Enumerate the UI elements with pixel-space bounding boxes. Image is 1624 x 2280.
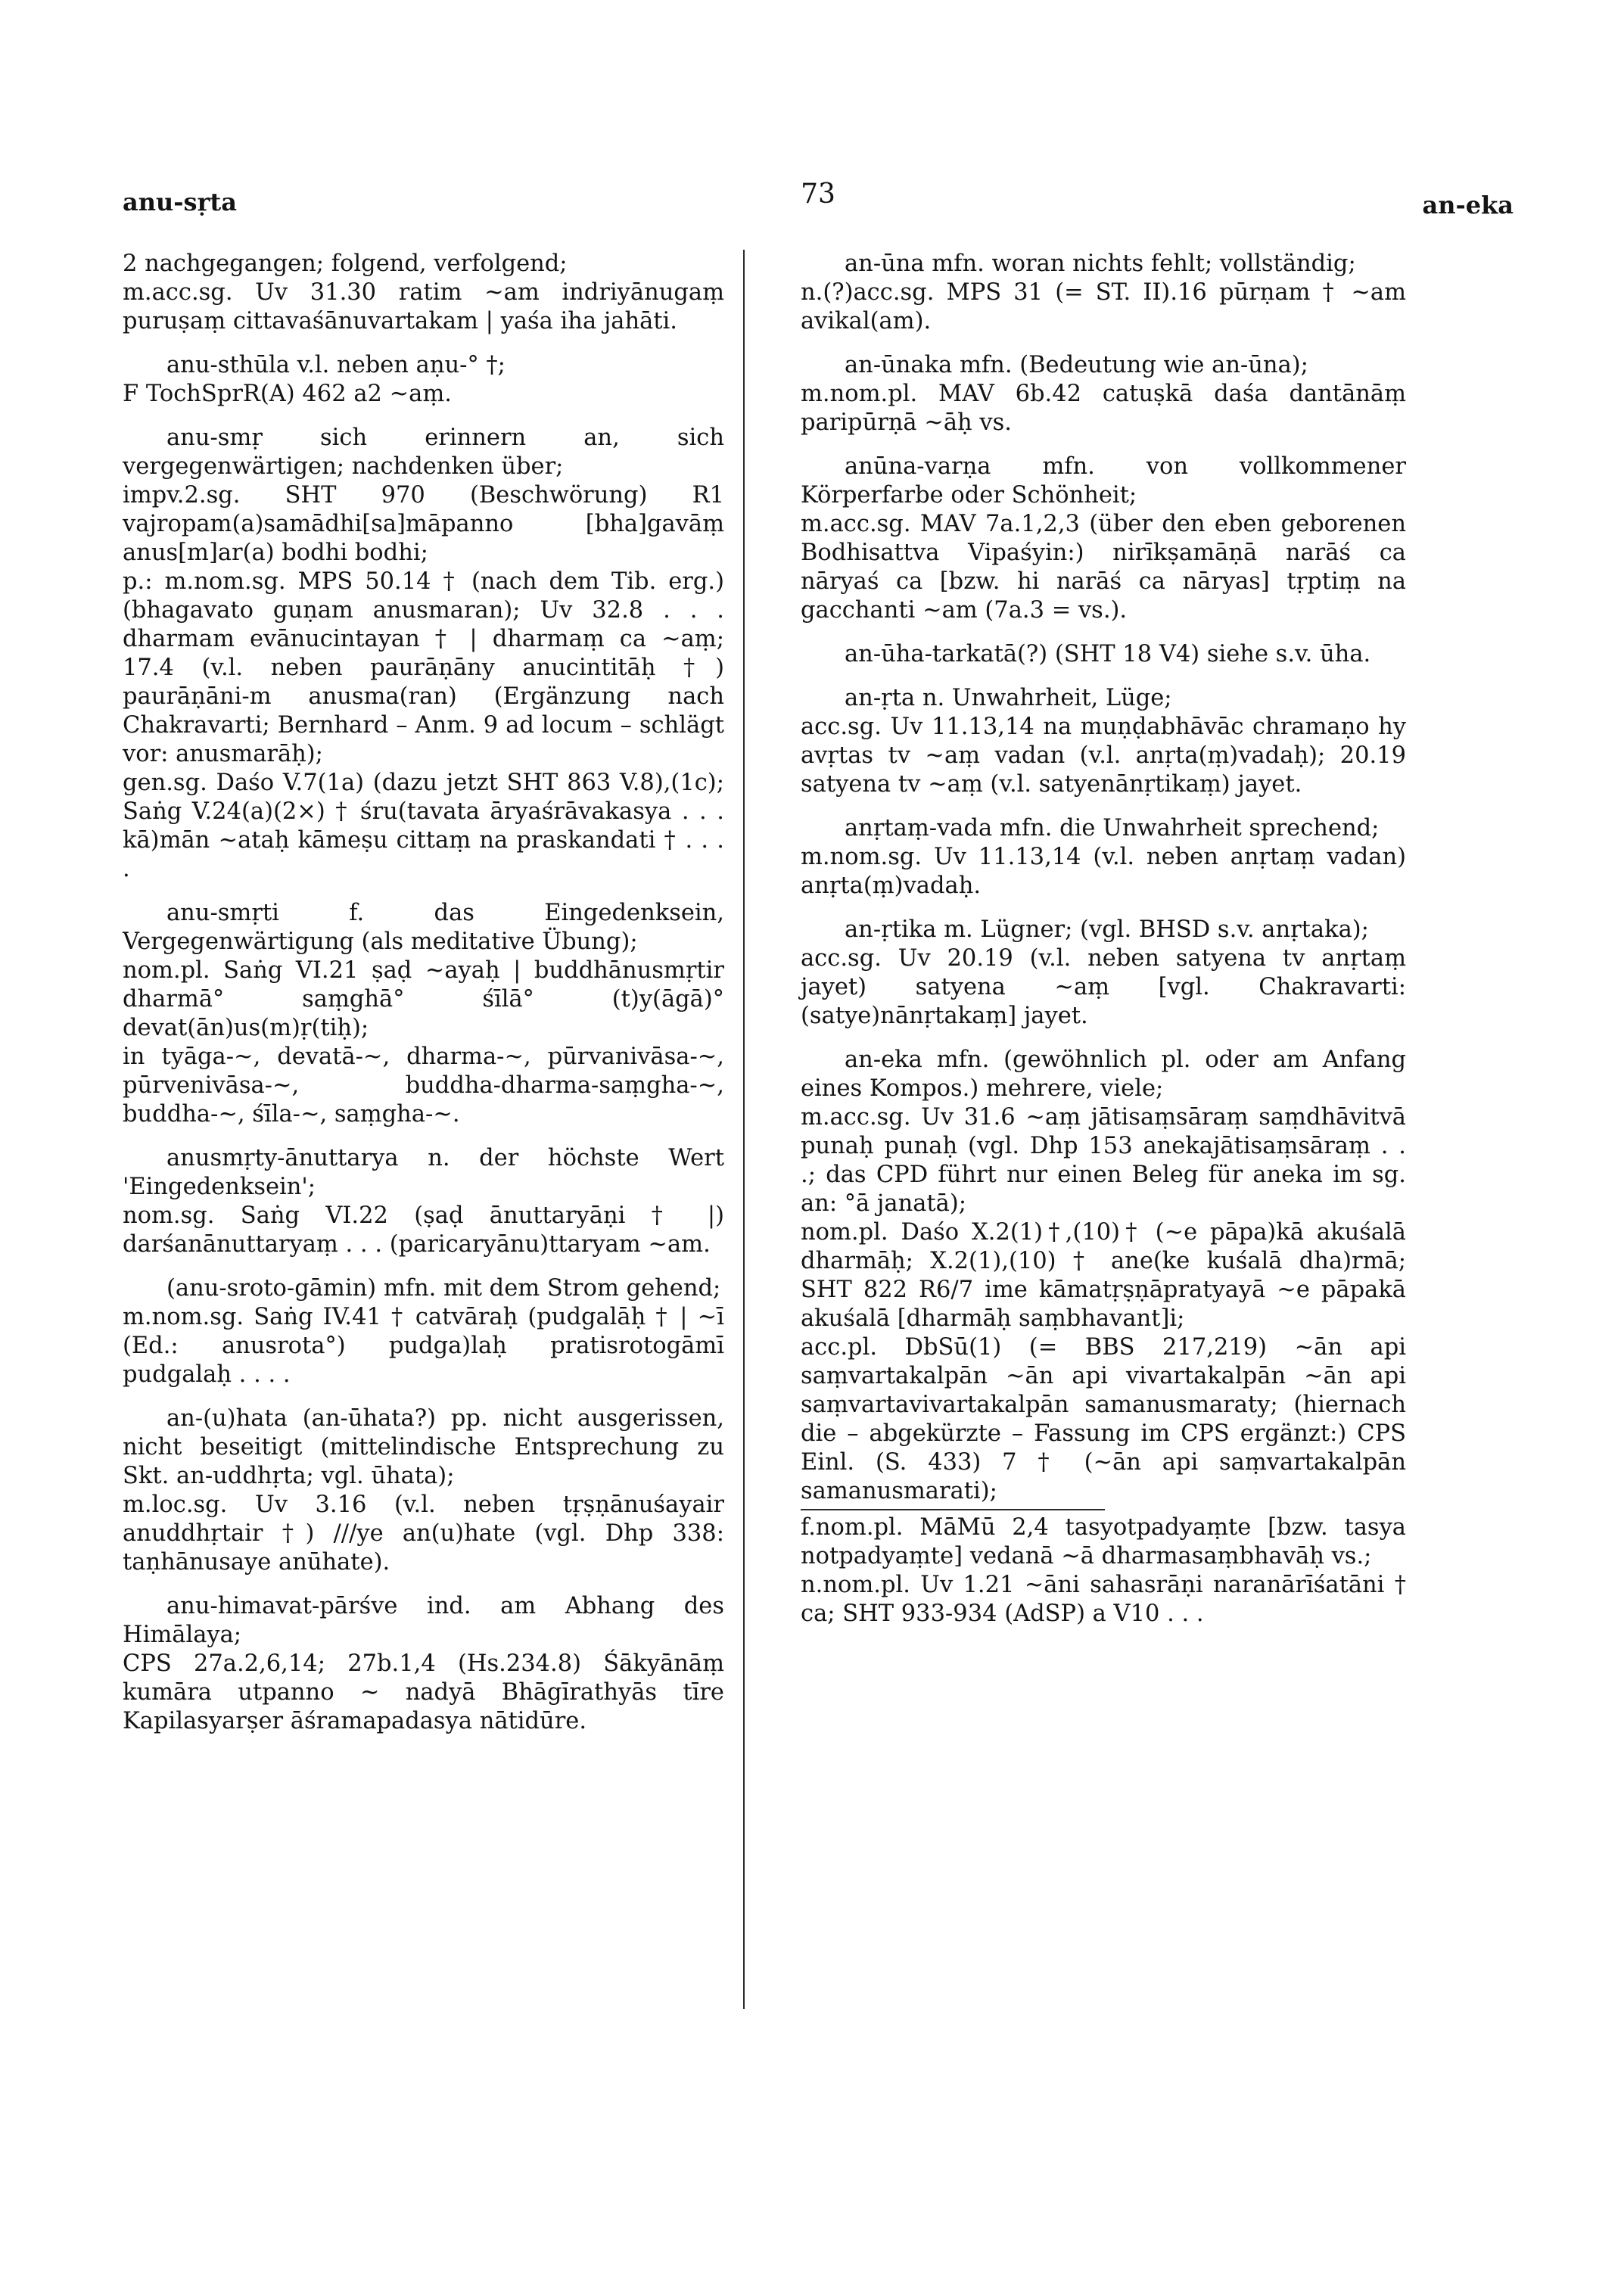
right-column: [801, 250, 1406, 1644]
left-column: [123, 250, 724, 1751]
entry-headword: an-ūha-tarkatā(?) (SHT 18 V4) siehe s.v. ūha.: [845, 641, 1371, 667]
dictionary-entry: [801, 453, 1406, 625]
entry-citation: gen.sg. Daśo V.7(1a) (dazu jetzt SHT 863 V.8),(1c); Saṅg V.24(a)(2×) † śru(tavata āryaśrāvakasya . . . kā)mān ~ataḥ kāmeṣu cittaṃ na praskandati † . . . .: [123, 770, 724, 882]
entry-citation: nom.sg. Saṅg VI.22 (ṣaḍ ānuttaryāṇi † |) darśanānuttaryaṃ . . . (paricaryānu)ttaryam ~am.: [123, 1202, 724, 1258]
dictionary-entry: [801, 640, 1406, 669]
entry-citation: p.: m.nom.sg. MPS 50.14 † (nach dem Tib. erg.) (bhagavato guṇam anusmaran); Uv 32.8 . . . dharmam evānucintayan † | dharmaṃ ca ~aṃ; 17.4 (v.l. neben paurāṇāny anucintitāḥ †) paurāṇāni-m anusma(ran) (Ergänzung nach Chakravarti; Bernhard – Anm. 9 ad locum – schlägt vor: anusmarāḥ);: [123, 568, 724, 767]
entry-headword: anṛtaṃ-vada mfn. die Unwahrheit sprechend;: [845, 815, 1380, 841]
entry-citation: acc.sg. Uv 11.13,14 na muṇḍabhāvāc chramaṇo hy avṛtas tv ~aṃ vadan (v.l. anṛta(ṃ)vadaḥ); 20.19 satyena tv ~aṃ (v.l. satyenānṛtikaṃ) jayet.: [801, 714, 1406, 798]
entry-headword: an-ūnaka mfn. (Bedeutung wie an-ūna);: [845, 352, 1308, 378]
running-header: [123, 173, 1514, 218]
column-divider: [743, 250, 745, 2009]
dictionary-entry: [801, 916, 1406, 1031]
page-number: 73: [801, 179, 835, 210]
dictionary-entry: [801, 684, 1406, 799]
header-right-catchword: an-eka: [1422, 191, 1514, 219]
entry-citation: m.acc.sg. MAV 7a.1,2,3 (über den eben geborenen Bodhisattva Vipaśyin:) nirīkṣamāṇā narāś ca nāryaś ca [bzw. hi narāś ca nāryas] tṛptiṃ na gacchanti ~am (7a.3 = vs.).: [801, 511, 1406, 624]
dictionary-entry: [801, 814, 1406, 900]
dictionary-entry: [123, 1404, 724, 1577]
entry-citation: nom.pl. Saṅg VI.21 ṣaḍ ~ayaḥ | buddhānusmṛtir dharmā° saṃghā° śīlā° (t)y(āgā)° devat(ān)us(m)ṛ(tiḥ);: [123, 957, 724, 1041]
dictionary-entry: [123, 1592, 724, 1736]
dictionary-entry: [123, 1274, 724, 1389]
entry-citation: f.nom.pl. MāMū 2,4 tasyotpadyaṃte [bzw. tasya notpadyaṃte] vedanā ~ā dharmasaṃbhavāḥ vs.;: [801, 1514, 1406, 1569]
entry-citation: m.acc.sg. Uv 31.6 ~aṃ jātisaṃsāraṃ saṃdhāvitvā punaḥ punaḥ (vgl. Dhp 153 anekajātisaṃsāraṃ . . .; das CPD führt nur einen Beleg für aneka im sg. an: °ā janatā);: [801, 1104, 1406, 1217]
dictionary-entry: [123, 424, 724, 884]
entry-citation: m.nom.sg. Saṅg IV.41 † catvāraḥ (pudgalāḥ † | ~ī (Ed.: anusrota°) pudga)laḥ pratisrotogāmī pudgalaḥ . . . .: [123, 1304, 724, 1388]
dictionary-entry: [123, 899, 724, 1129]
entry-headword: anūna-varṇa mfn. von vollkommener Körperfarbe oder Schönheit;: [801, 453, 1406, 509]
dictionary-entry: [123, 351, 724, 409]
entry-headword: anusmṛty-ānuttarya n. der höchste Wert 'Eingedenksein';: [123, 1145, 724, 1200]
entry-sense: 2 nachgegangen; folgend, verfolgend;: [123, 250, 568, 277]
entry-headword: (anu-sroto-gāmin) mfn. mit dem Strom gehend;: [166, 1275, 721, 1302]
entry-headword: anu-himavat-pārśve ind. am Abhang des Himālaya;: [123, 1593, 724, 1648]
entry-citation: m.acc.sg. Uv 31.30 ratim ~am indriyānugaṃ puruṣaṃ cittavaśānuvartakam | yaśa iha jahāti.: [123, 279, 724, 334]
entry-headword: an-ūna mfn. woran nichts fehlt; vollständig;: [845, 250, 1356, 277]
entry-headword: anu-smṛti f. das Eingedenksein, Vergegenwärtigung (als meditative Übung);: [123, 900, 724, 955]
entry-headword: an-eka mfn. (gewöhnlich pl. oder am Anfang eines Kompos.) mehrere, viele;: [801, 1047, 1406, 1102]
entry-headword: an-(u)hata (an-ūhata?) pp. nicht ausgerissen, nicht beseitigt (mittelindische Entsprechung zu Skt. an-uddhṛta; vgl. ūhata);: [123, 1405, 724, 1489]
dictionary-entry: [801, 351, 1406, 437]
dictionary-entry: [801, 250, 1406, 336]
entry-citation: in tyāga-~, devatā-~, dharma-~, pūrvanivāsa-~, pūrvenivāsa-~, buddha-dharma-saṃgha-~, buddha-~, śīla-~, saṃgha-~.: [123, 1044, 724, 1128]
entry-citation: m.nom.pl. MAV 6b.42 catuṣkā daśa dantānāṃ paripūrṇā ~āḥ vs.: [801, 381, 1406, 436]
header-left-catchword: anu-sṛta: [123, 188, 237, 216]
dictionary-entry: [801, 1046, 1406, 1628]
section-rule: [801, 1509, 1105, 1510]
entry-citation: nom.pl. Daśo X.2(1)†,(10)† (~e pāpa)kā akuśalā dharmāḥ; X.2(1),(10) † ane(ke kuśalā dha)rmā; SHT 822 R6/7 ime kāmatṛṣṇāpratyayā ~e pāpakā akuśalā [dharmāḥ saṃbhavant]i;: [801, 1219, 1406, 1332]
entry-citation: impv.2.sg. SHT 970 (Beschwörung) R1 vajropam(a)samādhi[sa]māpanno [bha]gavāṃ anus[m]ar(a) bodhi bodhi;: [123, 482, 724, 566]
dictionary-entry: [123, 1144, 724, 1259]
entry-headword: anu-sthūla v.l. neben aṇu-° †;: [166, 352, 506, 378]
entry-headword: an-ṛta n. Unwahrheit, Lüge;: [845, 685, 1172, 711]
entry-citation: acc.pl. DbSū(1) (= BBS 217,219) ~ān api saṃvartakalpān ~ān api vivartakalpān ~ān api saṃvartavivartakalpān samanusmaraty; (hiernach die – abgekürzte – Fassung im CPS ergänzt:) CPS Einl. (S. 433) 7 † (~ān api saṃvartakalpān samanusmarati);: [801, 1334, 1406, 1504]
entry-headword: anu-smṛ sich erinnern an, sich vergegenwärtigen; nachdenken über;: [123, 425, 724, 480]
entry-citation: n.(?)acc.sg. MPS 31 (= ST. II).16 pūrṇam † ~am avikal(am).: [801, 279, 1406, 334]
entry-citation: m.loc.sg. Uv 3.16 (v.l. neben tṛṣṇānuśayair anuddhṛtair †) ///ye an(u)hate (vgl. Dhp 338: taṇhānusaye anūhate).: [123, 1491, 724, 1575]
entry-citation: CPS 27a.2,6,14; 27b.1,4 (Hs.234.8) Śākyānāṃ kumāra utpanno ~ nadyā Bhāgīrathyās tīre Kapilasyarṣer āśramapadasya nātidūre.: [123, 1650, 724, 1734]
dictionary-entry: [123, 250, 724, 336]
entry-citation: n.nom.pl. Uv 1.21 ~āni sahasrāṇi naranārīśatāni † ca; SHT 933-934 (AdSP) a V10 . . .: [801, 1572, 1406, 1627]
entry-citation: acc.sg. Uv 20.19 (v.l. neben satyena tv anṛtaṃ jayet) satyena ~aṃ [vgl. Chakravarti: (satye)nānṛtakaṃ] jayet.: [801, 945, 1406, 1029]
entry-headword: an-ṛtika m. Lügner; (vgl. BHSD s.v. anṛtaka);: [845, 916, 1369, 943]
entry-citation: m.nom.sg. Uv 11.13,14 (v.l. neben anṛtaṃ vadan) anṛta(ṃ)vadaḥ.: [801, 844, 1406, 899]
entry-citation: F TochSprR(A) 462 a2 ~aṃ.: [123, 381, 452, 407]
